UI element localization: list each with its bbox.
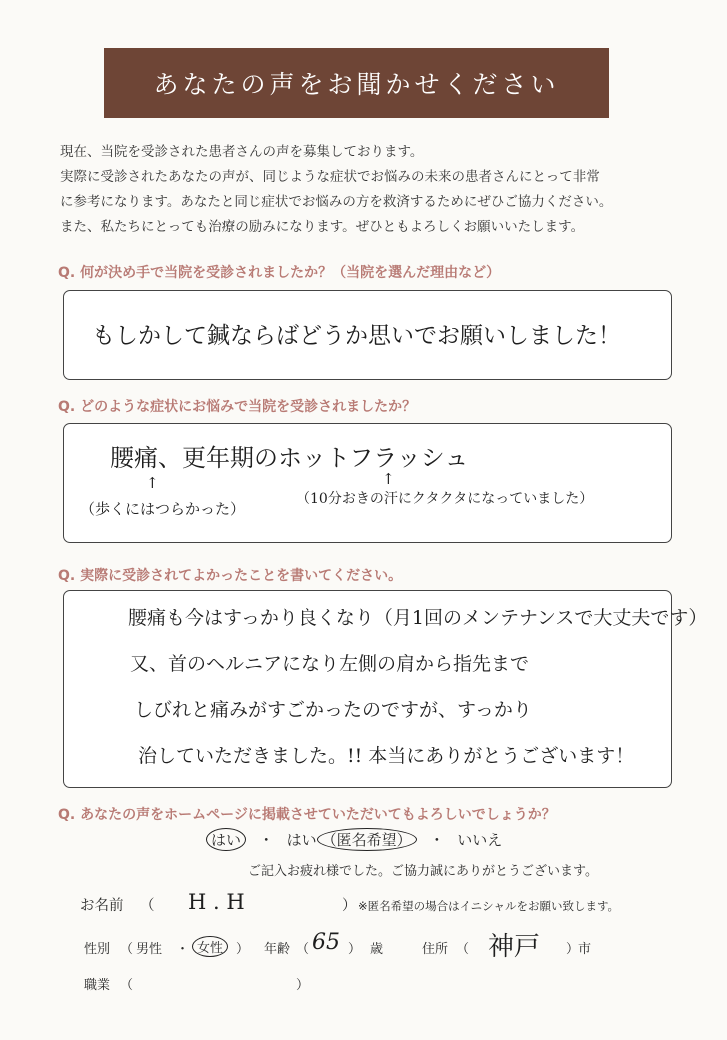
intro-line: 実際に受診されたあなたの声が、同じような症状でお悩みの未来の患者さんにとって非常 (60, 169, 600, 185)
address-unit: 市 (578, 942, 592, 957)
option-anon-prefix: はい (286, 831, 317, 849)
age-unit: 歳 (370, 942, 384, 957)
arrow-up-icon: ↑ (382, 470, 395, 488)
address-label: 住所 (422, 942, 449, 957)
question-publish: Q. あなたの声をホームページに掲載させていただいてもよろしいでしょうか？ (58, 807, 556, 823)
paren-open: （ (140, 898, 155, 914)
answer-3-line: 又、首のヘルニアになり左側の肩から指先まで (130, 653, 530, 675)
paren-close: ） (348, 942, 362, 957)
name-label: お名前 (80, 898, 124, 914)
paren-open: （ (120, 942, 134, 957)
answer-box-2 (63, 423, 672, 543)
answer-2-note-left: （歩くにはつらかった） (80, 500, 246, 518)
arrow-up-icon: ↑ (146, 474, 159, 492)
gender-female[interactable]: 女性 (192, 936, 228, 957)
paren-open: （ (456, 942, 470, 957)
answer-box-1 (63, 290, 672, 380)
age-value: 65 (312, 930, 340, 955)
option-yes[interactable]: はい (206, 828, 246, 851)
address-value: 神戸 (488, 932, 541, 962)
option-no[interactable]: いいえ (457, 831, 503, 849)
intro-line: 現在、当院を受診された患者さんの声を募集しております。 (60, 144, 424, 160)
paren-close: ） (566, 942, 580, 957)
gender-male[interactable]: 男性 (136, 942, 163, 957)
answer-2-main: 腰痛、更年期のホットフラッシュ (110, 444, 469, 472)
name-note: ※匿名希望の場合はイニシャルをお願い致します。 (358, 899, 620, 913)
answer-box-3 (63, 590, 708, 788)
answer-1-text: もしかして鍼ならばどうか思いでお願いしました！ (92, 323, 621, 349)
answer-2-note-right: （10分おきの汗にクタクタになっていました） (296, 491, 594, 507)
publish-choices (206, 828, 502, 851)
answer-3-line: しびれと痛みがすごかったのですが、すっかり (134, 699, 532, 721)
intro-text (60, 140, 680, 240)
question-3: Q. 実際に受診されてよかったことを書いてください。 (58, 568, 403, 584)
intro-line: また、私たちにとっても治療の励みになります。ぜひともよろしくお願いいたします。 (60, 219, 585, 235)
paren-open: （ (296, 942, 310, 957)
paren-close: ） (342, 898, 357, 914)
thanks-text: ご記入お疲れ様でした。ご協力誠にありがとうございます。 (248, 864, 598, 879)
intro-line: に参考になります。あなたと同じ症状でお悩みの方を救済するためにぜひご協力ください。 (60, 194, 613, 210)
paren-open: （ (120, 978, 134, 993)
name-value: H . H (188, 890, 245, 914)
page-banner (104, 48, 609, 118)
banner-title: あなたの声をお聞かせください (153, 70, 560, 99)
gender-label: 性別 (84, 942, 111, 957)
option-anonymous[interactable]: （匿名希望） (317, 828, 417, 851)
answer-3-line: 腰痛も今はすっかり良くなり（月1回のメンテナンスで大丈夫です） (128, 607, 708, 629)
separator: ・ (429, 831, 445, 849)
gender-sep: ・ (176, 942, 190, 957)
question-2: Q. どのような症状にお悩みで当院を受診されましたか？ (58, 399, 417, 415)
answer-3-line: 治していただきました。!! 本当にありがとうございます！ (138, 745, 635, 767)
paren-close: ） (236, 942, 250, 957)
separator: ・ (258, 831, 274, 849)
age-label: 年齢 (264, 942, 291, 957)
job-label: 職業 (84, 978, 111, 993)
paren-close: ） (296, 978, 310, 993)
question-1: Q. 何が決め手で当院を受診されましたか？（当院を選んだ理由など） (58, 265, 501, 281)
